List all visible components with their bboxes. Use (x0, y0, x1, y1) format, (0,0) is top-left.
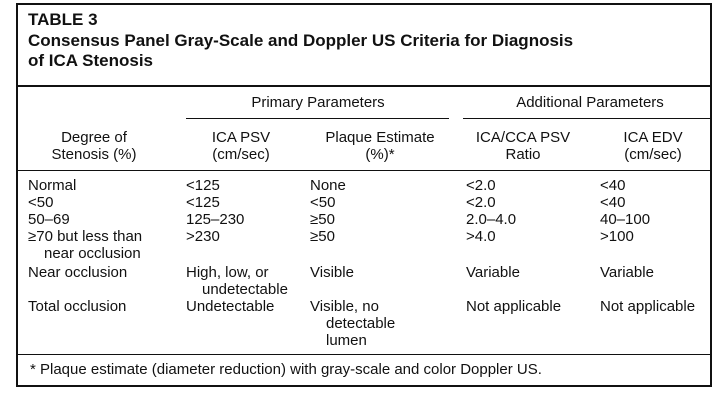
table-row-2-edv: <40 (600, 194, 626, 211)
table-row-2-degree: <50 (28, 194, 54, 211)
table-row-4-edv: >100 (600, 228, 634, 245)
table-row-2-plaque: <50 (310, 194, 336, 211)
table-row-6-ratio: Not applicable (466, 298, 562, 315)
table-row-6-degree: Total occlusion (28, 298, 127, 315)
table-row-2-ratio: <2.0 (466, 194, 496, 211)
table-row-3-ratio: 2.0–4.0 (466, 211, 517, 228)
title-rule (18, 85, 710, 87)
column-header-ratio: ICA/CCA PSV Ratio (475, 129, 571, 163)
table-row-5-plaque: Visible (310, 264, 354, 281)
column-header-edv: ICA EDV (cm/sec) (623, 129, 683, 163)
table-row-1-edv: <40 (600, 177, 626, 194)
table-row-4-psv: >230 (186, 228, 220, 245)
table-title-line-2: of ICA Stenosis (28, 51, 153, 70)
table-row-3-plaque: ≥50 (310, 211, 335, 228)
footnote-rule (18, 354, 710, 355)
table-row-5-ratio: Variable (466, 264, 520, 281)
table-frame (16, 3, 712, 387)
table-row-6-psv: Undetectable (186, 298, 275, 315)
table-row-4-degree: ≥70 but less than near occlusion (28, 228, 143, 262)
column-header-degree: Degree of Stenosis (%) (51, 129, 137, 163)
group-rule-additional (463, 118, 710, 119)
table-row-5-edv: Variable (600, 264, 654, 281)
group-header-primary: Primary Parameters (251, 94, 385, 111)
column-header-psv: ICA PSV (cm/sec) (211, 129, 271, 163)
table-row-1-ratio: <2.0 (466, 177, 496, 194)
table-row-1-plaque: None (310, 177, 346, 194)
table-row-4-ratio: >4.0 (466, 228, 496, 245)
table-label: TABLE 3 (28, 10, 98, 29)
header-rule (18, 170, 710, 171)
table-row-6-edv: Not applicable (600, 298, 696, 315)
table-footnote: * Plaque estimate (diameter reduction) with gray-scale and color Doppler US. (30, 361, 542, 378)
table-row-3-edv: 40–100 (600, 211, 651, 228)
table-row-5-psv: High, low, or undetectable (186, 264, 288, 298)
table-row-1-psv: <125 (186, 177, 220, 194)
table-row-1-degree: Normal (28, 177, 77, 194)
table-row-3-degree: 50–69 (28, 211, 70, 228)
table-row-6-plaque: Visible, no detectable lumen (310, 298, 396, 349)
table-row-2-psv: <125 (186, 194, 220, 211)
table-row-4-plaque: ≥50 (310, 228, 335, 245)
group-header-additional: Additional Parameters (516, 94, 664, 111)
table-row-5-degree: Near occlusion (28, 264, 128, 281)
table-title (28, 31, 573, 71)
table-title-line-1: Consensus Panel Gray-Scale and Doppler US Criteria for Diagnosis (28, 31, 574, 50)
column-header-plaque: Plaque Estimate (%)* (325, 129, 435, 163)
table-row-3-psv: 125–230 (186, 211, 245, 228)
group-rule-primary (186, 118, 449, 119)
